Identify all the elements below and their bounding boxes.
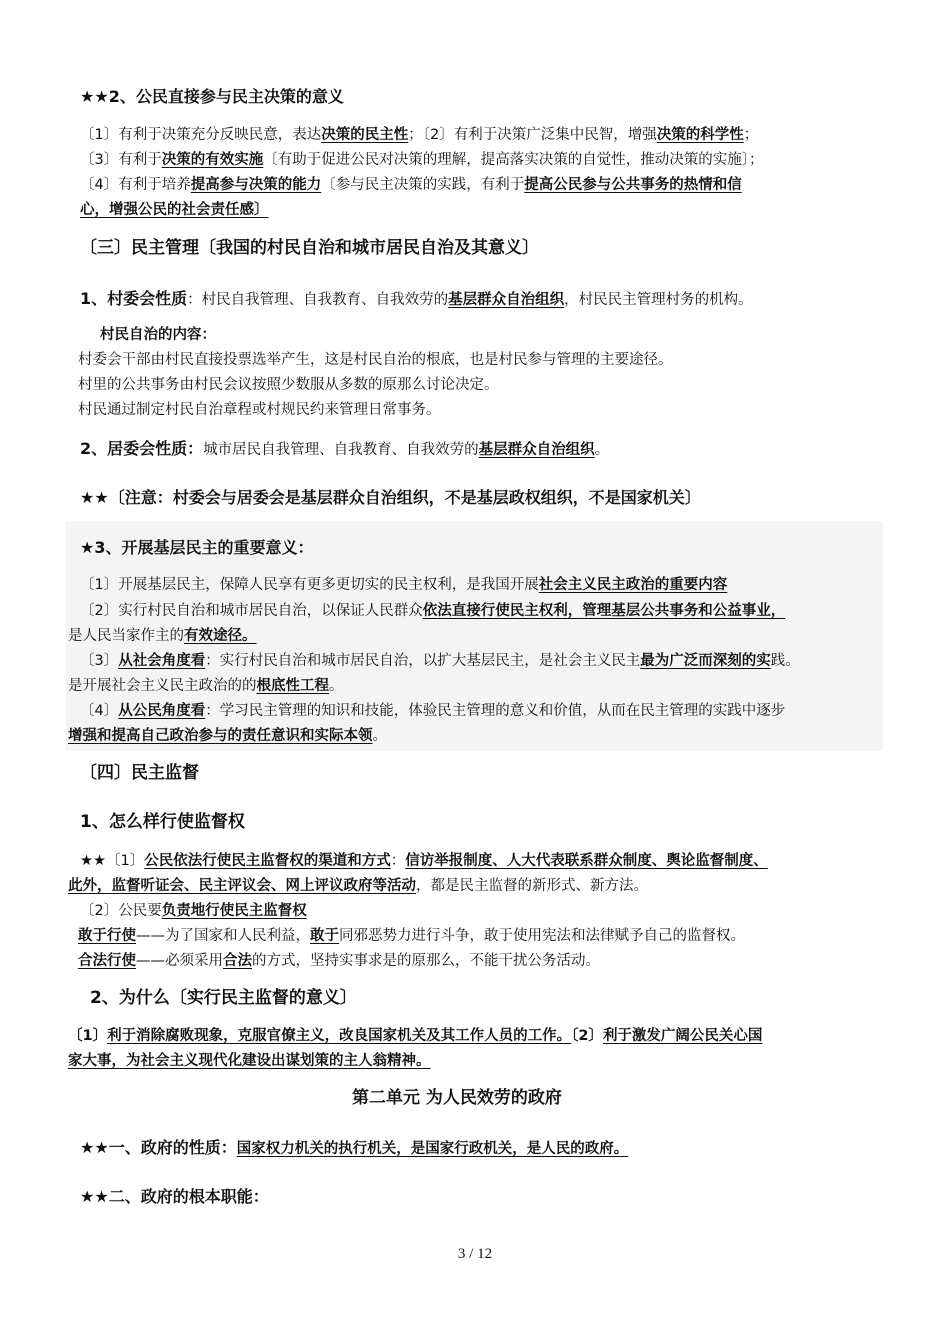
text: 的方式，坚持实事求是的原那么，不能干扰公务活动。 (252, 953, 600, 969)
text: ；〔2〕有利于决策广泛集中民智，增强 (408, 127, 657, 143)
section-title-significance: ★3、开展基层民主的重要意义： (80, 538, 314, 557)
key-term: 家大事，为社会主义现代化建设出谋划策的主人翁精神。 (68, 1053, 431, 1069)
text: ，村民民主管理村务的机构。 (564, 292, 753, 308)
key-term: 社会主义民主政治的重要内容 (538, 577, 728, 593)
text: ——必须采用 (136, 953, 223, 969)
paragraph-line (78, 926, 745, 946)
text: 〔有助于促进公民对决策的理解，提高落实决策的自觉性，推动决策的实施〕； (263, 152, 764, 168)
paragraph-line (80, 601, 785, 621)
paragraph-line (80, 200, 269, 220)
text: 〔4〕有利于培养 (80, 177, 191, 193)
text: ： (390, 853, 406, 869)
list-item: 村里的公共事务由村民会议按照少数服从多数的原那么讨论决定。 (78, 377, 499, 393)
text: 同邪恶势力进行斗争，敢于使用宪法和法律赋予自己的监督权。 (339, 928, 745, 944)
text: 〔1〕 (68, 1028, 108, 1044)
text: 〔3〕 (80, 653, 119, 669)
section-title-democratic-management: 〔三〕民主管理〔我国的村民自治和城市居民自治及其意义〕 (80, 238, 539, 258)
text: 。 (329, 678, 344, 694)
paragraph-line (68, 876, 648, 896)
list-item: 村民通过制定村民自治章程或村规民约来管理日常事务。 (78, 402, 441, 418)
key-term: 增强和提高自己政治参与的责任意识和实际本领 (68, 728, 373, 744)
text: 〔2〕实行村民自治和城市居民自治，以保证人民群众 (80, 603, 423, 619)
text: ：实行村民自治和城市居民自治，以扩大基层民主，是社会主义民主 (205, 653, 641, 669)
key-term: 此外，监督听证会、民主评议会、网上评议政府等活动 (68, 878, 416, 894)
paragraph-line (80, 575, 727, 595)
paragraph-line (80, 701, 785, 721)
page-number: 3 / 12 (457, 1246, 493, 1262)
item-label: ★★一、政府的性质： (80, 1138, 237, 1157)
key-term: 决策的民主性 (321, 127, 409, 143)
key-term: 提高参与决策的能力 (190, 177, 322, 193)
text: 〔参与民主决策的实践，有利于 (321, 177, 525, 193)
paragraph-line (80, 289, 753, 310)
section-title-direct-participation: ★★2、公民直接参与民主决策的意义 (80, 87, 344, 106)
paragraph-line (80, 1138, 628, 1159)
section-title-government-functions: ★★二、政府的根本职能： (80, 1187, 269, 1206)
paragraph-line (68, 1026, 762, 1046)
key-term: 利于消除腐败现象，克服官僚主义，改良国家机关及其工作人员的工作。 (107, 1028, 572, 1044)
text: 〔3〕有利于 (80, 152, 162, 168)
item-label: 1、村委会性质 (80, 289, 188, 308)
unit-title: 第二单元 为人民效劳的政府 (352, 1088, 562, 1108)
key-term: 有效途径。 (184, 628, 257, 644)
text: 。 (594, 442, 610, 458)
item-label: 2、居委会性质： (80, 439, 204, 458)
paragraph-line (80, 439, 609, 460)
key-term: 决策的科学性 (656, 127, 744, 143)
note-line: ★★〔注意：村委会与居委会是基层群众自治组织，不是基层政权组织，不是国家机关〕 (80, 488, 701, 507)
text: 是开展社会主义民主政治的的 (68, 678, 257, 694)
text: 〔4〕 (80, 703, 119, 719)
paragraph-line (80, 175, 742, 195)
key-term: 从公民角度看 (118, 703, 206, 719)
key-term: 心，增强公民的社会责任感〕 (80, 202, 269, 218)
text: 。 (372, 728, 387, 744)
key-term: 合法 (223, 953, 252, 969)
key-term: 敢于行使 (78, 928, 136, 944)
paragraph-line (80, 651, 800, 671)
paragraph-line (68, 726, 387, 746)
text: 践。 (770, 653, 800, 669)
text: ——为了国家和人民利益， (136, 928, 310, 944)
text: 〔1〕有利于决策充分反映民意，表达 (80, 127, 322, 143)
text: ，都是民主监督的新形式、新方法。 (416, 878, 648, 894)
paragraph-line (68, 1051, 431, 1071)
key-term: 信访举报制度、人大代表联系群众制度、舆论监督制度、 (405, 853, 768, 869)
subsection-title-why: 2、为什么〔实行民主监督的意义〕 (90, 988, 357, 1008)
paragraph-line (80, 901, 307, 921)
text: 是人民当家作主的 (68, 628, 184, 644)
key-term: 利于激发广阔公民关心国 (602, 1028, 763, 1044)
key-term: 基层群众自治组织 (478, 442, 595, 458)
text: 〔2〕 (571, 1028, 603, 1044)
key-term: 敢于 (310, 928, 339, 944)
key-term: 从社会角度看 (118, 653, 206, 669)
subheading-autonomy-content: 村民自治的内容： (100, 327, 216, 343)
list-item: 村委会干部由村民直接投票选举产生，这是村民自治的根底，也是村民参与管理的主要途径。 (78, 352, 673, 368)
key-term: 依法直接行使民主权利，管理基层公共事务和公益事业， (422, 603, 786, 619)
text: ：村民自我管理、自我教育、自我效劳的 (187, 292, 449, 308)
key-term: 国家权力机关的执行机关，是国家行政机关，是人民的政府。 (236, 1141, 629, 1157)
text: 城市居民自我管理、自我教育、自我效劳的 (203, 442, 479, 458)
paragraph-line (80, 125, 758, 145)
paragraph-line (80, 851, 768, 871)
key-term: 基层群众自治组织 (448, 292, 565, 308)
paragraph-line (78, 951, 600, 971)
paragraph-line (68, 676, 344, 696)
key-term: 最为广泛而深刻的实 (640, 653, 771, 669)
key-term: 合法行使 (78, 953, 136, 969)
subsection-title-how: 1、怎么样行使监督权 (80, 812, 245, 832)
section-title-democratic-supervision: 〔四〕民主监督 (80, 763, 199, 783)
text: 〔1〕开展基层民主，保障人民享有更多更切实的民主权利，是我国开展 (80, 577, 539, 593)
text: ； (743, 127, 759, 143)
key-term: 负责地行使民主监督权 (161, 903, 307, 919)
key-term: 公民依法行使民主监督权的渠道和方式 (144, 853, 391, 869)
key-term: 提高公民参与公共事务的热情和信 (524, 177, 742, 193)
key-term: 根底性工程 (256, 678, 329, 694)
paragraph-line (68, 626, 257, 646)
paragraph-line (80, 150, 763, 170)
text: 〔2〕公民要 (80, 903, 162, 919)
text: ★★〔1〕 (80, 853, 145, 869)
text: ：学习民主管理的知识和技能，体验民主管理的意义和价值，从而在民主管理的实践中逐步 (205, 703, 786, 719)
key-term: 决策的有效实施 (161, 152, 264, 168)
